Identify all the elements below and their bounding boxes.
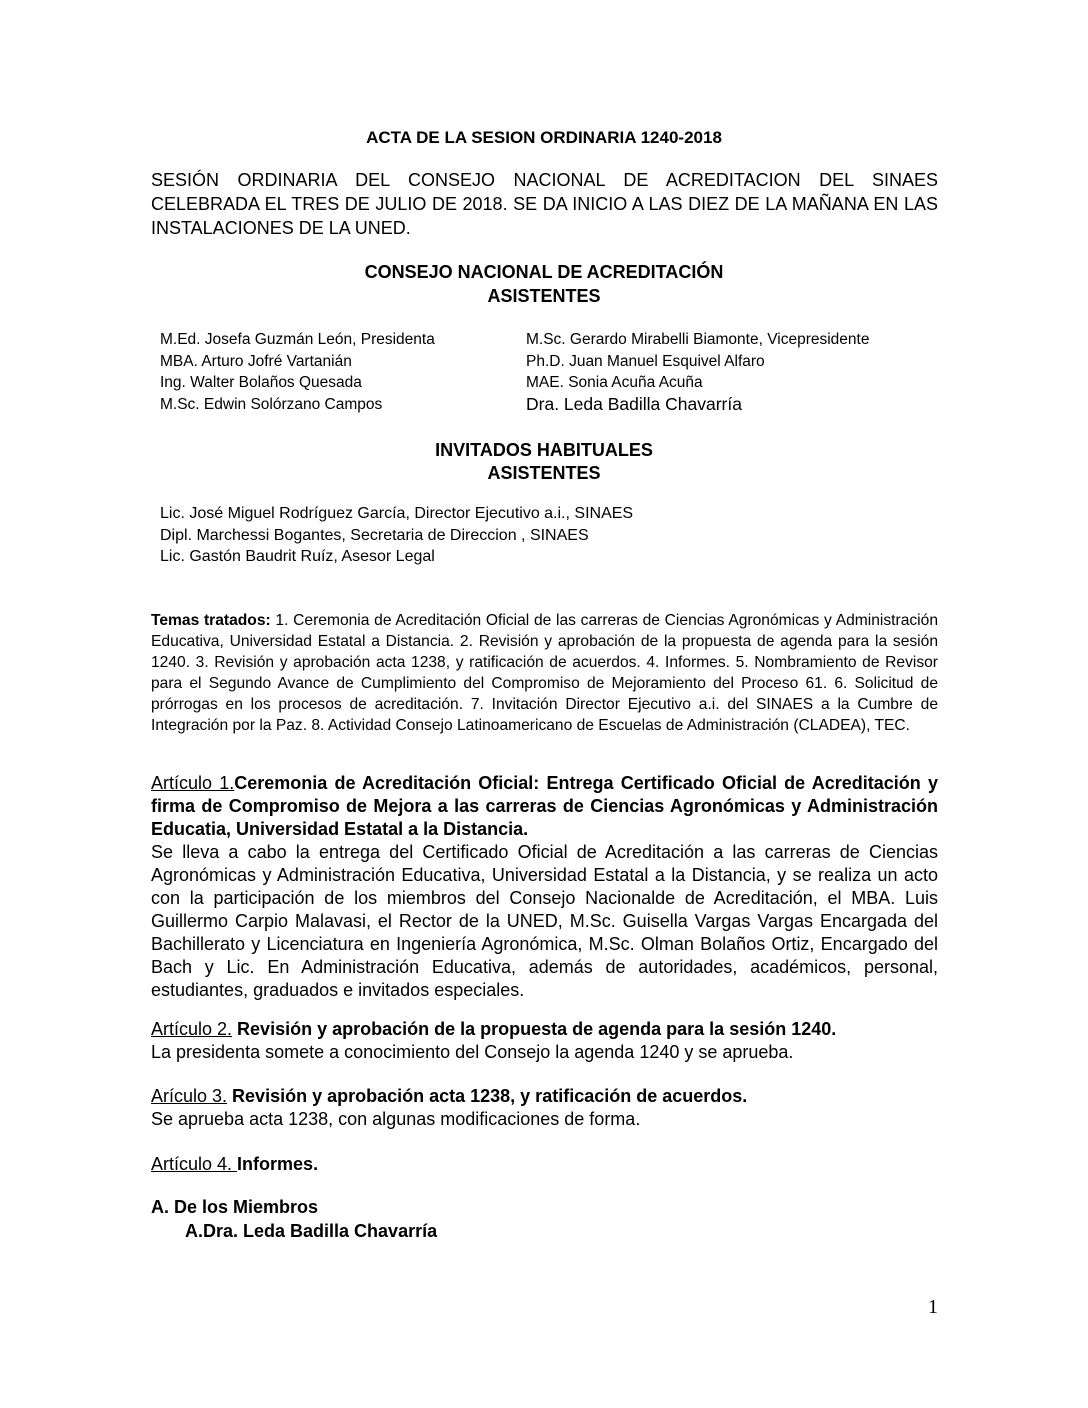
article-body: La presidenta somete a conocimiento del Consejo la agenda 1240 y se aprueba. — [151, 1042, 794, 1062]
guests-heading: INVITADOS HABITUALES — [435, 440, 653, 460]
article-label: Artículo 1. — [151, 773, 235, 793]
session-intro: SESIÓN ORDINARIA DEL CONSEJO NACIONAL DE ACREDITACION DEL SINAES CELEBRADA EL TRES DE JULIO DE 2018. SE DA INICIO A LAS DIEZ DE LA MAÑANA EN LAS INSTALACIONES DE LA UNED. — [151, 170, 938, 238]
attendee-name: Ph.D. Juan Manuel Esquivel Alfaro — [526, 352, 765, 370]
article-4 — [151, 1153, 938, 1176]
attendee-name: M.Sc. Gerardo Mirabelli Biamonte, Vicepresidente — [526, 331, 870, 348]
article-heading: Revisión y aprobación acta 1238, y ratificación de acuerdos. — [227, 1086, 748, 1106]
article-heading: Informes. — [237, 1154, 319, 1174]
page-number: 1 — [928, 1296, 938, 1318]
council-attendees-heading: ASISTENTES — [487, 286, 601, 306]
attendee-name: MAE. Sonia Acuña Acuña — [526, 374, 703, 391]
section-a-subheading: A.Dra. Leda Badilla Chavarría — [185, 1221, 438, 1241]
section-a-heading: A. De los Miembros — [151, 1197, 319, 1217]
guests-list — [160, 503, 633, 568]
article-label: Arículo 3. — [151, 1086, 228, 1106]
article-heading: Ceremonia de Acreditación Oficial: Entrega Certificado Oficial de Acreditación y firma de Compromiso de Mejora a las carreras de Ciencias Agronómicas y Administración Educatia, Universidad Estatal a la Distancia. — [151, 773, 938, 839]
council-list-right — [526, 329, 869, 415]
article-1 — [151, 772, 938, 1002]
guest-name: Dipl. Marchessi Bogantes, Secretaria de Direccion , SINAES — [160, 526, 589, 544]
article-heading: Revisión y aprobación de la propuesta de agenda para la sesión 1240. — [232, 1019, 837, 1039]
guest-name: Lic. José Miguel Rodríguez García, Director Ejecutivo a.i., SINAES — [160, 505, 634, 522]
attendee-name: Ing. Walter Bolaños Quesada — [160, 374, 362, 391]
council-list-left — [160, 329, 435, 415]
topics-paragraph — [151, 610, 938, 736]
attendee-name: MBA. Arturo Jofré Vartanián — [160, 352, 352, 370]
article-label: Artículo 2. — [151, 1019, 233, 1039]
document-title: ACTA DE LA SESION ORDINARIA 1240-2018 — [366, 128, 722, 147]
article-label: Artículo 4. — [151, 1154, 238, 1174]
article-3 — [151, 1085, 938, 1131]
attendee-name: M.Ed. Josefa Guzmán León, Presidenta — [160, 331, 435, 348]
council-heading: CONSEJO NACIONAL DE ACREDITACIÓN — [364, 262, 724, 282]
article-body: Se aprueba acta 1238, con algunas modificaciones de forma. — [151, 1109, 641, 1129]
topics-label: Temas tratados: — [151, 612, 271, 629]
guest-name: Lic. Gastón Baudrit Ruíz, Asesor Legal — [160, 548, 435, 565]
attendee-name: M.Sc. Edwin Solórzano Campos — [160, 395, 383, 413]
article-2 — [151, 1018, 938, 1064]
article-body: Se lleva a cabo la entrega del Certificado Oficial de Acreditación a las carreras de Ciencias Agronómicas y Administración Educativa, Universidad Estatal a la Distancia, y se realiza un acto con la participación de los miembros del Consejo Nacionalde de Acreditación, el MBA. Luis Guillermo Carpio Malavasi, el Rector de la UNED, M.Sc. Guisella Vargas Vargas Encargada del Bachillerato y Licenciatura en Ingeniería Agronómica, M.Sc. Olman Bolaños Ortiz, Encargado del Bach y Lic. En Administración Educativa, además de autoridades, académicos, personal, estudiantes, graduados e invitados especiales. — [151, 842, 938, 1000]
attendee-name: Dra. Leda Badilla Chavarría — [526, 393, 742, 414]
guests-attendees-heading: ASISTENTES — [487, 463, 601, 483]
topics-text: 1. Ceremonia de Acreditación Oficial de las carreras de Ciencias Agronómicas y Administración Educativa, Universidad Estatal a Distancia. 2. Revisión y aprobación de la propuesta de agenda para la sesión 1240. 3. Revisión y aprobación acta 1238, y ratificación de acuerdos. 4. Informes. 5. Nombramiento de Revisor para el Segundo Avance de Cumplimiento del Compromiso de Mejoramiento del Proceso 61. 6. Solicitud de prórrogas en los procesos de acreditación. 7. Invitación Director Ejecutivo a.i. del SINAES a la Cumbre de Integración por la Paz. 8. Actividad Consejo Latinoamericano de Escuelas de Administración (CLADEA), TEC. — [151, 612, 938, 734]
